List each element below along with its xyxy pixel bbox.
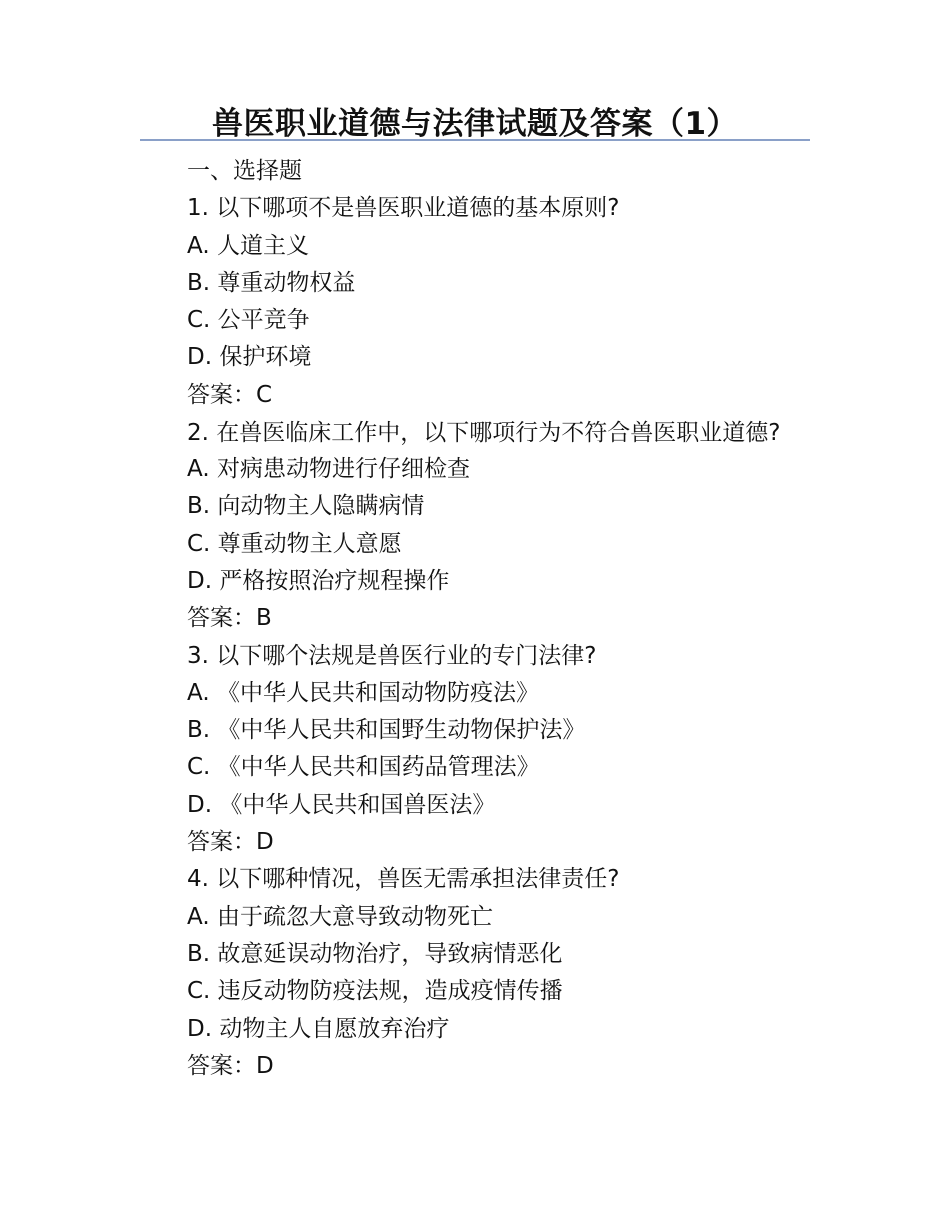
question-3: 3. 以下哪个法规是兽医行业的专门法律?: [187, 642, 597, 669]
option-2a: A. 对病患动物进行仔细检查: [187, 456, 470, 483]
option-4a: A. 由于疏忽大意导致动物死亡: [187, 903, 493, 930]
option-2d: D. 严格按照治疗规程操作: [187, 567, 450, 594]
title-underline: [140, 139, 810, 141]
option-3d: D. 《中华人民共和国兽医法》: [187, 791, 496, 818]
option-3b: B. 《中华人民共和国野生动物保护法》: [187, 717, 586, 744]
document-body: [140, 153, 810, 1085]
option-4b: B. 故意延误动物治疗，导致病情恶化: [187, 940, 563, 967]
answer-3: 答案：D: [187, 829, 274, 856]
option-1d: D. 保护环境: [187, 344, 312, 371]
option-1a: A. 人道主义: [187, 232, 309, 259]
option-3c: C. 《中华人民共和国药品管理法》: [187, 754, 540, 781]
question-2: 2. 在兽医临床工作中，以下哪项行为不符合兽医职业道德?: [187, 419, 781, 446]
answer-1: 答案：C: [187, 381, 273, 408]
answer-2: 答案：B: [187, 605, 272, 632]
option-4c: C. 违反动物防疫法规，造成疫情传播: [187, 978, 563, 1005]
option-1b: B. 尊重动物权益: [187, 269, 356, 296]
option-3a: A. 《中华人民共和国动物防疫法》: [187, 679, 539, 706]
answer-4: 答案：D: [187, 1052, 274, 1079]
question-4: 4. 以下哪种情况，兽医无需承担法律责任?: [187, 866, 620, 893]
option-1c: C. 公平竞争: [187, 307, 310, 334]
option-2b: B. 向动物主人隐瞒病情: [187, 493, 425, 520]
document-title: 兽医职业道德与法律试题及答案（1）: [211, 106, 739, 142]
option-4d: D. 动物主人自愿放弃治疗: [187, 1015, 450, 1042]
option-2c: C. 尊重动物主人意愿: [187, 530, 402, 557]
question-1: 1. 以下哪项不是兽医职业道德的基本原则?: [187, 195, 620, 222]
section-heading: 一、选择题: [187, 158, 302, 184]
